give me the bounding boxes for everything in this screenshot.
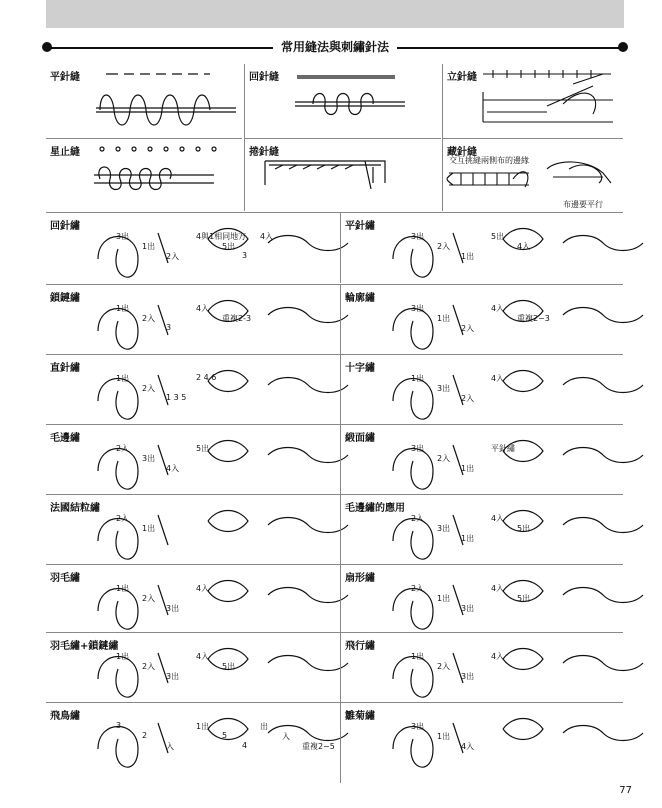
step-annotation: 5出 bbox=[517, 524, 531, 533]
ladder-stitch-illustration bbox=[443, 139, 623, 211]
step-annotation: 2入 bbox=[461, 324, 475, 333]
step-annotation: 3出 bbox=[116, 232, 130, 241]
step-annotation: 3出 bbox=[411, 444, 425, 453]
ladder-stitch-note: 交互挑縫兩側布的邊緣 bbox=[449, 156, 529, 165]
stitch-illustration bbox=[341, 495, 623, 565]
stitch-illustration bbox=[341, 703, 623, 773]
step-annotation: 2入 bbox=[142, 384, 156, 393]
step-annotation: 4入 bbox=[491, 374, 505, 383]
step-annotation: 1出 bbox=[142, 524, 156, 533]
step-annotation: 5出 bbox=[491, 232, 505, 241]
title-row bbox=[42, 38, 628, 54]
step-annotation: 1出 bbox=[116, 584, 130, 593]
embroidery-cell bbox=[46, 494, 340, 565]
section-running-stitch bbox=[46, 64, 242, 138]
star-stitch-illustration bbox=[46, 139, 242, 211]
step-annotation: 4入 bbox=[260, 232, 274, 241]
embroidery-cell bbox=[340, 212, 623, 283]
step-annotation: 5出 bbox=[222, 662, 236, 671]
section-label: 平針縫 bbox=[50, 72, 80, 83]
stitch-illustration bbox=[341, 565, 623, 635]
section-label: 捲針縫 bbox=[249, 147, 279, 158]
embroidery-cell bbox=[46, 354, 340, 425]
step-annotation: 3出 bbox=[437, 524, 451, 533]
step-annotation: 出 bbox=[260, 722, 268, 731]
stitch-label: 毛邊繡的應用 bbox=[345, 503, 405, 514]
step-annotation: 4入 bbox=[517, 242, 531, 251]
step-annotation: 2入 bbox=[142, 314, 156, 323]
step-annotation: 2入 bbox=[142, 662, 156, 671]
stitch-label: 法國結粒繡 bbox=[50, 503, 100, 514]
section-label: 星止縫 bbox=[50, 147, 80, 158]
step-annotation: 2入 bbox=[437, 454, 451, 463]
step-annotation: 4入 bbox=[196, 584, 210, 593]
stitch-label: 羽毛繡+鎖鏈繡 bbox=[50, 641, 119, 652]
stitch-illustration bbox=[46, 355, 340, 425]
stitch-illustration bbox=[46, 565, 340, 635]
step-annotation: 重複2~3 bbox=[517, 314, 550, 323]
section-ladder-stitch bbox=[442, 138, 623, 211]
stitch-illustration bbox=[341, 425, 623, 495]
step-annotation: 3出 bbox=[411, 304, 425, 313]
slip-stitch-illustration bbox=[443, 64, 623, 138]
stitch-label: 直針繡 bbox=[50, 363, 80, 374]
stitch-label: 飛鳥繡 bbox=[50, 711, 80, 722]
stitch-label: 飛行繡 bbox=[345, 641, 375, 652]
step-annotation: 4 bbox=[242, 741, 248, 750]
step-annotation: 4入 bbox=[491, 514, 505, 523]
step-annotation: 重複2-3 bbox=[222, 314, 252, 323]
step-annotation: 4入 bbox=[166, 464, 180, 473]
step-annotation: 1出 bbox=[437, 314, 451, 323]
stitch-illustration bbox=[341, 633, 623, 703]
step-annotation: 2入 bbox=[437, 242, 451, 251]
step-annotation: 2入 bbox=[411, 584, 425, 593]
whip-stitch-illustration bbox=[245, 139, 441, 211]
step-annotation: 1 3 5 bbox=[166, 393, 187, 402]
ladder-stitch-note-2: 布邊要平行 bbox=[563, 200, 603, 209]
step-annotation: 5出 bbox=[196, 444, 210, 453]
stitch-illustration bbox=[46, 633, 340, 703]
step-annotation: 1出 bbox=[196, 722, 210, 731]
embroidery-cell bbox=[340, 564, 623, 635]
step-annotation: 2入 bbox=[116, 444, 130, 453]
step-annotation: 4入 bbox=[491, 584, 505, 593]
step-annotation: 平針繡 bbox=[491, 444, 515, 453]
step-annotation: 1出 bbox=[461, 534, 475, 543]
stitch-illustration bbox=[46, 285, 340, 355]
stitch-illustration bbox=[46, 425, 340, 495]
stitch-label: 毛邊繡 bbox=[50, 433, 80, 444]
step-annotation: 3 bbox=[242, 251, 248, 260]
step-annotation: 5出 bbox=[222, 242, 236, 251]
stitch-illustration bbox=[341, 213, 623, 283]
step-annotation: 4入 bbox=[491, 304, 505, 313]
step-annotation: 2入 bbox=[461, 394, 475, 403]
bullet-dot bbox=[618, 42, 628, 52]
step-annotation: 2 4 6 bbox=[196, 373, 217, 382]
stitch-illustration bbox=[46, 495, 340, 565]
stitch-illustration bbox=[341, 285, 623, 355]
stitch-label: 雛菊繡 bbox=[345, 711, 375, 722]
step-annotation: 1出 bbox=[461, 252, 475, 261]
stitch-illustration bbox=[46, 213, 340, 283]
section-whip-stitch bbox=[244, 138, 441, 211]
stitch-label: 扇形繡 bbox=[345, 573, 375, 584]
step-annotation: 重複2~5 bbox=[302, 742, 335, 751]
section-slip-stitch bbox=[442, 64, 623, 138]
step-annotation: 3出 bbox=[461, 604, 475, 613]
step-annotation: 4入 bbox=[461, 742, 475, 751]
step-annotation: 1出 bbox=[116, 652, 130, 661]
step-annotation: 3出 bbox=[166, 604, 180, 613]
step-annotation: 入 bbox=[166, 742, 174, 751]
page-title: 常用縫法與刺繡針法 bbox=[273, 38, 397, 55]
step-annotation: 1出 bbox=[411, 652, 425, 661]
step-annotation: 5出 bbox=[517, 594, 531, 603]
stitch-illustration bbox=[341, 355, 623, 425]
step-annotation: 3出 bbox=[142, 454, 156, 463]
section-label: 立針縫 bbox=[447, 72, 477, 83]
embroidery-cell bbox=[340, 494, 623, 565]
step-annotation: 1出 bbox=[142, 242, 156, 251]
embroidery-cell bbox=[340, 632, 623, 703]
step-annotation: 2 bbox=[142, 731, 148, 740]
embroidery-cell bbox=[340, 424, 623, 495]
stitch-label: 平針繡 bbox=[345, 221, 375, 232]
step-annotation: 2入 bbox=[116, 514, 130, 523]
step-annotation: 1出 bbox=[437, 732, 451, 741]
step-annotation: 4入 bbox=[196, 652, 210, 661]
stitch-label: 羽毛繡 bbox=[50, 573, 80, 584]
stitch-label: 輪廓繡 bbox=[345, 293, 375, 304]
embroidery-cell bbox=[340, 284, 623, 355]
page-number: 77 bbox=[619, 785, 632, 796]
step-annotation: 3 bbox=[166, 323, 172, 332]
section-label: 回針縫 bbox=[249, 72, 279, 83]
step-annotation: 1出 bbox=[116, 374, 130, 383]
step-annotation: 1出 bbox=[437, 594, 451, 603]
step-annotation: 4入 bbox=[196, 304, 210, 313]
stitch-label: 鎖鏈繡 bbox=[50, 293, 80, 304]
step-annotation: 入 bbox=[282, 732, 290, 741]
step-annotation: 3出 bbox=[411, 722, 425, 731]
step-annotation: 3 bbox=[116, 721, 122, 730]
embroidery-cell bbox=[340, 354, 623, 425]
backstitch-sewing-illustration bbox=[245, 64, 441, 138]
step-annotation: 1出 bbox=[116, 304, 130, 313]
step-annotation: 3出 bbox=[461, 672, 475, 681]
step-annotation: 1出 bbox=[411, 374, 425, 383]
step-annotation: 4入 bbox=[491, 652, 505, 661]
stitch-label: 緞面繡 bbox=[345, 433, 375, 444]
section-backstitch-sewing bbox=[244, 64, 441, 138]
step-annotation: 2入 bbox=[411, 514, 425, 523]
step-annotation: 2入 bbox=[437, 662, 451, 671]
embroidery-cell bbox=[46, 702, 340, 783]
step-annotation: 3出 bbox=[411, 232, 425, 241]
stitch-label: 回針繡 bbox=[50, 221, 80, 232]
step-annotation: 3出 bbox=[166, 672, 180, 681]
section-star-stitch bbox=[46, 138, 242, 211]
stitch-label: 十字繡 bbox=[345, 363, 375, 374]
embroidery-cell bbox=[46, 284, 340, 355]
step-annotation: 4與1相同地方 bbox=[196, 232, 247, 241]
header-bar bbox=[46, 0, 624, 28]
embroidery-cell bbox=[46, 632, 340, 703]
embroidery-cell bbox=[340, 702, 623, 783]
embroidery-cell bbox=[46, 212, 340, 283]
step-annotation: 3出 bbox=[437, 384, 451, 393]
embroidery-cell bbox=[46, 424, 340, 495]
bullet-dot bbox=[42, 42, 52, 52]
running-stitch-illustration bbox=[46, 64, 242, 138]
stitch-illustration bbox=[46, 703, 340, 773]
step-annotation: 2入 bbox=[166, 252, 180, 261]
section-label: 藏針縫 bbox=[447, 147, 477, 158]
step-annotation: 2入 bbox=[142, 594, 156, 603]
step-annotation: 5 bbox=[222, 731, 228, 740]
embroidery-cell bbox=[46, 564, 340, 635]
step-annotation: 1出 bbox=[461, 464, 475, 473]
